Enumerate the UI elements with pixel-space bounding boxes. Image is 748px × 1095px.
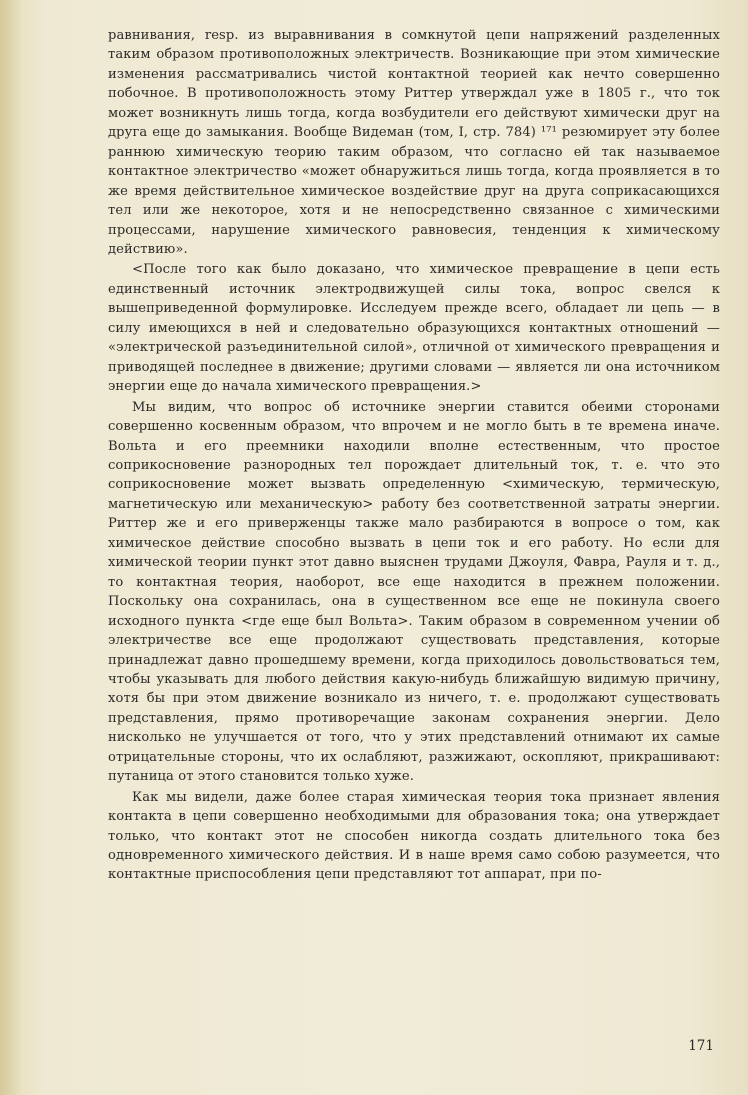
- paragraph-4: Как мы видели, даже более старая химическая теория тока признает явления контакта в цепи совершенно необходимыми для образования тока; она утверждает только, что контакт этот не способен никогда создать длительного тока без одновременного химического действия. И в наше время само собою разумеется, что контактные приспособления цепи представляют тот аппарат, при по-: [108, 789, 720, 883]
- page-number: 171: [688, 1038, 714, 1054]
- book-spine-shadow: [0, 0, 22, 1095]
- paragraph-3: Мы видим, что вопрос об источнике энергии ставится обеими сторонами совершенно косвенным образом, что впрочем и не могло быть в те времена иначе. Вольта и его преемники находили вполне естественным, что простое соприкосновение разнородных тел порождает длительный ток, т. е. что это соприкосновение может вызвать определенную <химическую, термическую, магнетическую или механическую> работу без соответственной затраты энергии. Риттер же и его приверженцы также мало разбираются в вопросе о том, как химическое действие способно вызвать в цепи ток и его работу. Но если для химической теории пункт этот давно выяснен трудами Джоуля, Фавра, Рауля и т. д., то контактная теория, наоборот, все еще находится в прежнем положении. Поскольку она сохранилась, она в существенном все еще не покинула своего исходного пункта <где еще был Вольта>. Таким образом в современном учении об электричестве все еще продолжают существовать представления, которые принадлежат давно прошедшему времени, когда приходилось довольствоваться тем, чтобы указывать для любого действия какую-нибудь ближайшую видимую причину, хотя бы при этом движение возникало из ничего, т. е. продолжают существовать представления, прямо противоречащие законам сохранения энергии. Дело нисколько не улучшается от того, что у этих представлений отнимают их самые отрицательные стороны, что их ослабляют, разжижают, оскопляют, прикрашивают: путаница от этого становится только хуже.: [108, 399, 720, 785]
- paragraph-2: <После того как было доказано, что химическое превращение в цепи есть единственный источник электродвижущей силы тока, вопрос свелся к вышеприведенной формулировке. Исследуем прежде всего, обладает ли цепь — в силу имеющихся в ней и следовательно образующихся контактных отношений — «электрической разъединительной силой», отличной от химического превращения и приводящей последнее в движение; другими словами — является ли она источником энергии еще до начала химического превращения.>: [108, 262, 720, 395]
- paragraph-1: равнивания, resp. из выравнивания в сомкнутой цепи напряжений разделенных таким образом противоположных электричеств. Возникающие при этом химические изменения рассматривались чистой контактной теорией как нечто совершенно побочное. В противоположность этому Риттер утверждал уже в 1805 г., что ток может возникнуть лишь тогда, когда возбудители его действуют химически друг на друга еще до замыкания. Вообще Видеман (том, I, стр. 784) ¹⁷¹ резюмирует эту более раннюю химическую теорию таким образом, что согласно ей так называемое контактное электричество «может обнаружиться лишь тогда, когда проявляется в то же время действительное химическое воздействие друг на друга соприкасающихся тел или же некоторое, хотя и не непосредственно связанное с химическими процессами, нарушение химического равновесия, тенденция к химическому действию».: [108, 28, 720, 257]
- page-body: [108, 26, 720, 885]
